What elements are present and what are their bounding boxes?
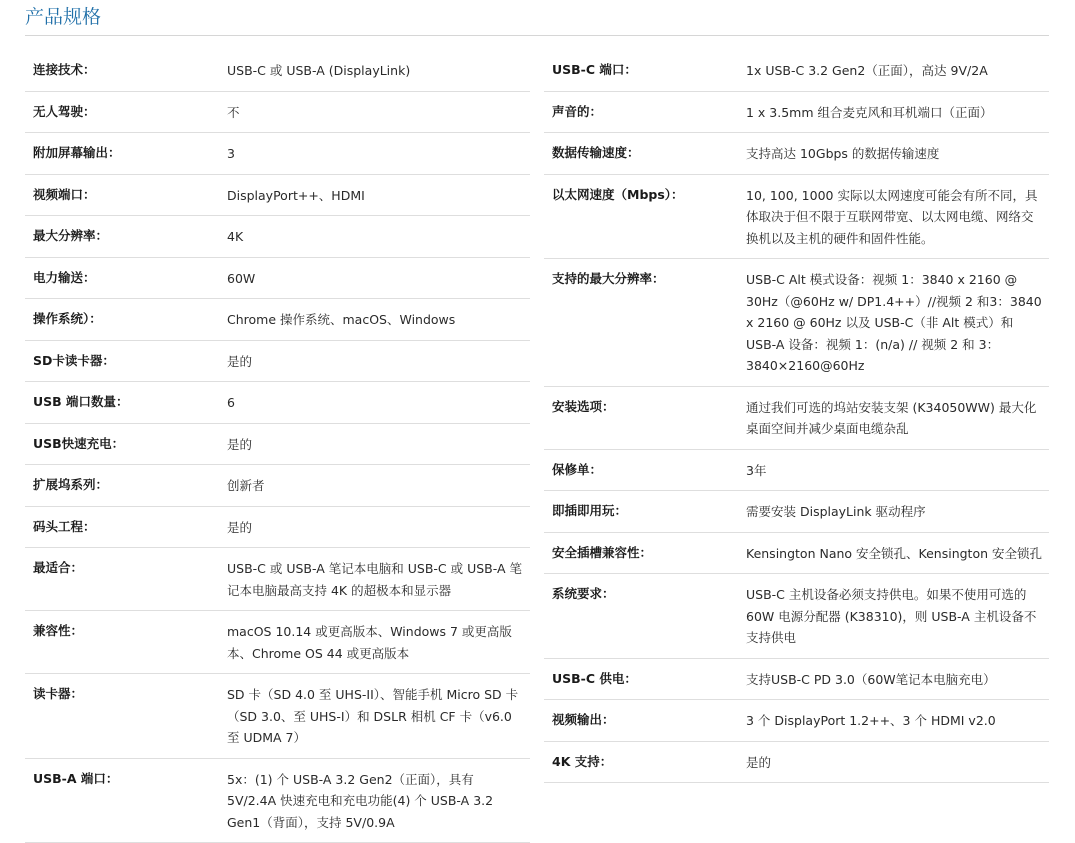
- spec-row: [544, 387, 1049, 450]
- spec-row: [544, 92, 1049, 134]
- spec-value: 创新者: [227, 475, 530, 497]
- spec-value: 通过我们可选的坞站安装支架 (K34050WW) 最大化桌面空间并减少桌面电缆杂乱: [746, 397, 1049, 440]
- spec-label: 声音的：: [544, 102, 746, 124]
- spec-row: [25, 50, 530, 92]
- spec-row: [25, 424, 530, 466]
- spec-label: 电力输送：: [25, 268, 227, 290]
- spec-label: 即插即用玩：: [544, 501, 746, 523]
- spec-label: USB快速充电：: [25, 434, 227, 456]
- spec-row: [25, 611, 530, 674]
- spec-row: [544, 574, 1049, 659]
- spec-value: SD 卡（SD 4.0 至 UHS-II）、智能手机 Micro SD 卡（SD 3.0、至 UHS-I）和 DSLR 相机 CF 卡（v6.0 至 UDMA 7）: [227, 684, 530, 749]
- spec-row: [544, 533, 1049, 575]
- spec-row: [544, 133, 1049, 175]
- spec-row: [25, 759, 530, 843]
- title-divider: [25, 35, 1049, 36]
- spec-label: 以太网速度（Mbps）：: [544, 185, 746, 250]
- spec-value: 是的: [227, 351, 530, 373]
- spec-label: 读卡器：: [25, 684, 227, 749]
- spec-value: 6: [227, 392, 530, 414]
- spec-label: 系统要求：: [544, 584, 746, 649]
- spec-value: 3年: [746, 460, 1049, 482]
- spec-value: Kensington Nano 安全锁孔、Kensington 安全锁孔: [746, 543, 1049, 565]
- spec-label: USB 端口数量：: [25, 392, 227, 414]
- spec-value: 1x USB-C 3.2 Gen2（正面），高达 9V/2A: [746, 60, 1049, 82]
- spec-row: [25, 507, 530, 549]
- spec-value: USB-C 主机设备必须支持供电。如果不使用可选的 60W 电源分配器 (K38310)，则 USB-A 主机设备不支持供电: [746, 584, 1049, 649]
- spec-row: [544, 175, 1049, 260]
- spec-label: 最大分辨率：: [25, 226, 227, 248]
- spec-label: 操作系统）：: [25, 309, 227, 331]
- spec-row: [544, 259, 1049, 387]
- spec-value: 3: [227, 143, 530, 165]
- spec-row: [544, 50, 1049, 92]
- spec-value: USB-C 或 USB-A (DisplayLink): [227, 60, 530, 82]
- spec-row: [25, 465, 530, 507]
- spec-row: [25, 299, 530, 341]
- spec-row: [25, 175, 530, 217]
- spec-value: 是的: [227, 434, 530, 456]
- spec-value: 3 个 DisplayPort 1.2++、3 个 HDMI v2.0: [746, 710, 1049, 732]
- spec-value: 支持USB-C PD 3.0（60W笔记本电脑充电）: [746, 669, 1049, 691]
- spec-label: 视频输出：: [544, 710, 746, 732]
- spec-label: 保修单：: [544, 460, 746, 482]
- spec-value: DisplayPort++、HDMI: [227, 185, 530, 207]
- spec-label: 安全插槽兼容性：: [544, 543, 746, 565]
- spec-row: [544, 491, 1049, 533]
- spec-label: 码头工程：: [25, 517, 227, 539]
- spec-value: 是的: [227, 517, 530, 539]
- spec-row: [25, 133, 530, 175]
- spec-label: 数据传输速度：: [544, 143, 746, 165]
- spec-row: [25, 341, 530, 383]
- spec-row: [25, 674, 530, 759]
- spec-label: USB-C 供电：: [544, 669, 746, 691]
- spec-label: 附加屏幕输出：: [25, 143, 227, 165]
- spec-label: USB-C 端口：: [544, 60, 746, 82]
- spec-value: 是的: [746, 752, 1049, 774]
- spec-value: 5x：(1) 个 USB-A 3.2 Gen2（正面），具有 5V/2.4A 快速充电和充电功能(4) 个 USB-A 3.2 Gen1（背面），支持 5V/0.9A: [227, 769, 530, 834]
- spec-label: 兼容性：: [25, 621, 227, 664]
- spec-value: 4K: [227, 226, 530, 248]
- spec-row: [544, 659, 1049, 701]
- spec-value: 1 x 3.5mm 组合麦克风和耳机端口（正面）: [746, 102, 1049, 124]
- spec-value: 需要安装 DisplayLink 驱动程序: [746, 501, 1049, 523]
- spec-row: [544, 700, 1049, 742]
- spec-value: macOS 10.14 或更高版本、Windows 7 或更高版本、Chrome OS 44 或更高版本: [227, 621, 530, 664]
- spec-label: 最适合：: [25, 558, 227, 601]
- spec-row: [25, 258, 530, 300]
- spec-row: [544, 450, 1049, 492]
- spec-label: 4K 支持：: [544, 752, 746, 774]
- spec-row: [544, 742, 1049, 784]
- spec-value: 10, 100, 1000 实际以太网速度可能会有所不同，具体取决于但不限于互联网带宽、以太网电缆、网络交换机以及主机的硬件和固件性能。: [746, 185, 1049, 250]
- spec-row: [25, 216, 530, 258]
- spec-label: USB-A 端口：: [25, 769, 227, 834]
- spec-label: 扩展坞系列：: [25, 475, 227, 497]
- spec-label: 视频端口：: [25, 185, 227, 207]
- spec-label: 安装选项：: [544, 397, 746, 440]
- spec-label: 无人驾驶：: [25, 102, 227, 124]
- spec-value: Chrome 操作系统、macOS、Windows: [227, 309, 530, 331]
- spec-label: SD卡读卡器：: [25, 351, 227, 373]
- spec-value: 支持高达 10Gbps 的数据传输速度: [746, 143, 1049, 165]
- spec-label: 支持的最大分辨率：: [544, 269, 746, 377]
- spec-row: [25, 548, 530, 611]
- spec-value: 60W: [227, 268, 530, 290]
- spec-value: USB-C 或 USB-A 笔记本电脑和 USB-C 或 USB-A 笔记本电脑最高支持 4K 的超极本和显示器: [227, 558, 530, 601]
- spec-row: [25, 92, 530, 134]
- page-title: 产品规格: [25, 4, 101, 30]
- spec-table-right: [544, 50, 1049, 783]
- spec-label: 连接技术：: [25, 60, 227, 82]
- spec-value: 不: [227, 102, 530, 124]
- spec-table-left: [25, 50, 530, 843]
- spec-row: [25, 382, 530, 424]
- spec-value: USB-C Alt 模式设备：视频 1：3840 x 2160 @ 30Hz（@60Hz w/ DP1.4++）//视频 2 和3：3840 x 2160 @ 60Hz 以及 USB-C（非 Alt 模式）和 USB-A 设备：视频 1：(n/a) // 视频 2 和 3：3840×2160@60Hz: [746, 269, 1049, 377]
